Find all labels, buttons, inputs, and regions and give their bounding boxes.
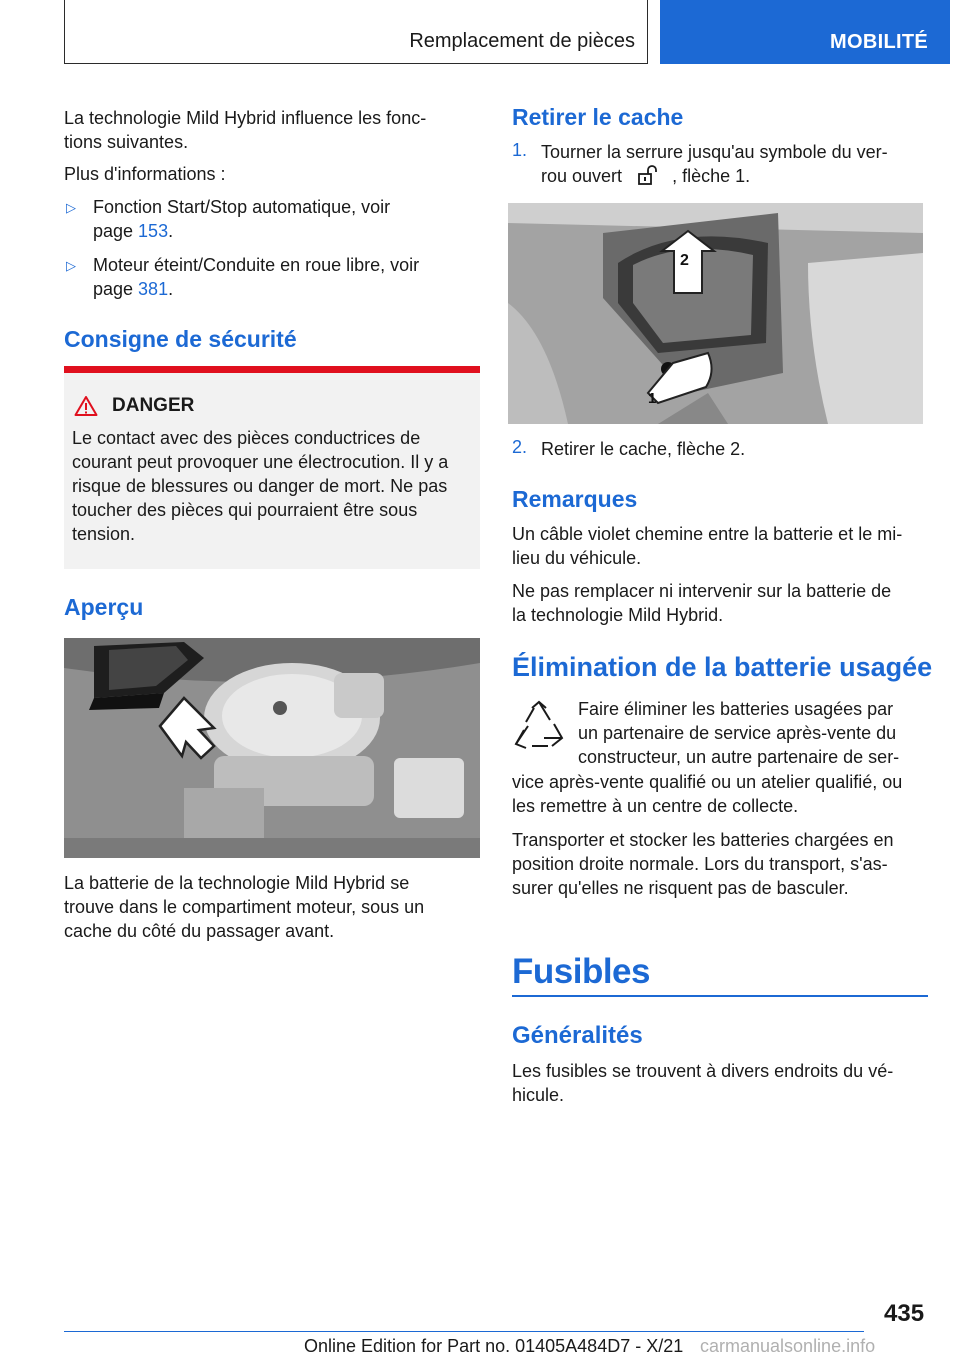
danger-text	[72, 426, 448, 546]
bullet-triangle-icon: ▷	[66, 258, 76, 273]
edition-text: Online Edition for Part no. 01405A484D7 - X/21	[304, 1336, 684, 1356]
general-line: hicule.	[512, 1085, 565, 1105]
battery-cover-illustration	[508, 203, 923, 424]
period: .	[168, 279, 174, 299]
danger-line: Le contact avec des pièces conductrices de	[72, 428, 421, 448]
watermark-text: carmanualsonline.info	[700, 1336, 876, 1356]
remove-cover-heading: Retirer le cache	[512, 104, 684, 130]
remark-paragraph	[512, 579, 891, 627]
step-number: 1.	[512, 140, 528, 160]
general-line: Les fusibles se trouvent à divers endroits du vé-	[512, 1061, 894, 1081]
general-paragraph	[512, 1059, 893, 1107]
intro-line: La technologie Mild Hybrid influence les fonc-	[64, 108, 427, 128]
transport-line: Transporter et stocker les batteries chargées en	[512, 830, 894, 850]
header-chapter-label: MOBILITÉ	[830, 31, 928, 53]
disposal-line: les remettre à un centre de collecte.	[512, 796, 799, 816]
caption-line: cache du côté du passager avant.	[64, 921, 335, 941]
disposal-line: Faire éliminer les batteries usagées par	[578, 699, 894, 719]
battery-cover-image	[508, 203, 923, 424]
danger-line: courant peut provoquer une électrocution. Il y a	[72, 452, 449, 472]
remark-paragraph	[512, 522, 902, 570]
unlocked-padlock-icon	[637, 165, 659, 185]
disposal-text-indented	[578, 697, 899, 769]
transport-line: position droite normale. Lors du transport, s'as-	[512, 854, 888, 874]
remark-line: la technologie Mild Hybrid.	[512, 605, 724, 625]
overview-caption	[64, 871, 424, 943]
bullet-item	[93, 195, 390, 243]
warning-triangle-icon	[74, 395, 98, 417]
step-number: 2.	[512, 437, 528, 457]
period: .	[168, 221, 174, 241]
footer-rule	[64, 1331, 864, 1332]
more-info-label: Plus d'informations :	[64, 164, 226, 184]
step-text-part: , flèche 1.	[672, 166, 751, 186]
step-text: Tourner la serrure jusqu'au symbole du ver-	[541, 142, 888, 162]
fuses-heading: Fusibles	[512, 952, 650, 991]
transport-paragraph	[512, 828, 894, 900]
safety-heading: Consigne de sécurité	[64, 326, 297, 352]
bullet-text: Moteur éteint/Conduite en roue libre, voir	[93, 255, 420, 275]
danger-line: toucher des pièces qui pourraient être sous	[72, 500, 418, 520]
general-heading: Généralités	[512, 1022, 643, 1049]
overview-heading: Aperçu	[64, 594, 144, 620]
page-number: 435	[884, 1300, 925, 1327]
page-prefix: page	[93, 279, 139, 299]
disposal-line: un partenaire de service après-vente du	[578, 723, 897, 743]
arrow-1-label: 1	[648, 390, 657, 407]
page-link-153[interactable]: 153	[138, 221, 169, 241]
page-prefix: page	[93, 221, 139, 241]
recycling-icon	[514, 700, 564, 752]
page-link-381[interactable]: 381	[138, 279, 169, 299]
bullet-item	[93, 253, 419, 301]
bullet-text: Fonction Start/Stop automatique, voir	[93, 197, 391, 217]
caption-line: trouve dans le compartiment moteur, sous un	[64, 897, 425, 917]
transport-line: surer qu'elles ne risquent pas de basculer.	[512, 878, 849, 898]
disposal-line: vice après-vente qualifié ou un atelier qualifié, ou	[512, 772, 903, 792]
engine-bay-illustration	[64, 638, 480, 858]
step-1	[541, 140, 888, 188]
danger-line: risque de blessures ou danger de mort. Ne pas	[72, 476, 448, 496]
intro-line: tions suivantes.	[64, 132, 189, 152]
header-section-box	[64, 0, 648, 64]
danger-box	[64, 366, 480, 569]
bullet-text-line2	[93, 219, 390, 243]
caption-line: La batterie de la technologie Mild Hybrid se	[64, 873, 410, 893]
bullet-text-line2	[93, 277, 419, 301]
remark-line: Ne pas remplacer ni intervenir sur la batterie de	[512, 581, 892, 601]
danger-line: tension.	[72, 524, 136, 544]
step-text-part: rou ouvert	[541, 166, 623, 186]
header-section-title: Remplacement de pièces	[409, 30, 635, 52]
arrow-2-label: 2	[680, 252, 689, 269]
intro-paragraph	[64, 106, 426, 154]
bullet-triangle-icon: ▷	[66, 200, 76, 215]
disposal-heading: Élimination de la batterie usagée	[512, 652, 933, 682]
header-chapter-tab	[660, 0, 950, 64]
remarks-heading: Remarques	[512, 486, 638, 512]
remark-line: Un câble violet chemine entre la batterie et le mi-	[512, 524, 903, 544]
engine-bay-image	[64, 638, 480, 858]
disposal-line: constructeur, un autre partenaire de ser-	[578, 747, 900, 767]
danger-label: DANGER	[112, 395, 195, 416]
disposal-text	[512, 770, 902, 818]
remark-line: lieu du véhicule.	[512, 548, 642, 568]
step-text-line2	[541, 164, 888, 188]
step-2: Retirer le cache, flèche 2.	[541, 439, 746, 459]
fuses-heading-rule	[512, 995, 928, 997]
